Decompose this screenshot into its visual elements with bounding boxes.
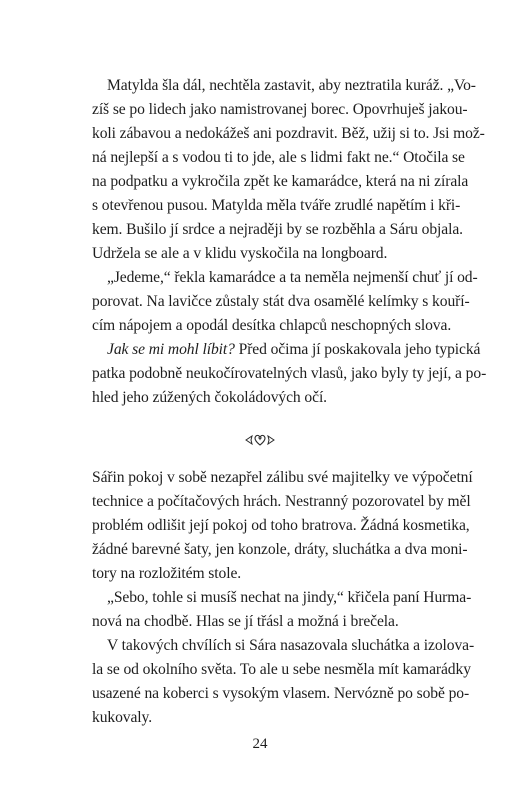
text-line: ná nejlepší a s vodou ti to jde, ale s lidmi fakt ne.“ Otočila se — [92, 149, 465, 166]
text-line: usazené na koberci s vysokým vlasem. Nervózně po sobě po- — [92, 685, 470, 702]
text-line: cím nápojem a opodál desítka chlapců neschopných slova. — [92, 317, 452, 334]
text-line — [107, 338, 481, 362]
text-line: Matylda šla dál, nechtěla zastavit, aby neztratila kuráž. „Vo- — [107, 77, 476, 94]
text-line: „Jedeme,“ řekla kamarádce a ta neměla nejmenší chuť jí od- — [107, 269, 478, 286]
text-line: kem. Bušilo jí srdce a nejraději by se rozběhla a Sáru objala. — [92, 221, 463, 238]
text-line: na podpatku a vykročila zpět ke kamarádce, která na ni zírala — [92, 173, 469, 190]
text-line: kukovaly. — [92, 709, 153, 726]
italic-thought: Jak se mi mohl líbit? — [107, 341, 235, 358]
page-number: 24 — [252, 736, 268, 752]
section-ornament — [0, 432, 520, 452]
text-line: tory na rozložitém stole. — [92, 565, 242, 582]
text-line: V takových chvílích si Sára nasazovala sluchátka a izolova- — [107, 637, 475, 654]
text-line: patka podobně neukočírovatelných vlasů, jako byly ty její, a po- — [92, 365, 487, 382]
text-line: technice a počítačových hrách. Nestranný pozorovatel by měl — [92, 493, 471, 510]
text-line: problém odlišit její pokoj od toho bratrova. Žádná kosmetika, — [92, 517, 470, 534]
text-line: „Sebo, tohle si musíš nechat na jindy,“ křičela paní Hurma- — [107, 589, 472, 606]
text-line: žádné barevné šaty, jen konzole, dráty, sluchátka a dva moni- — [92, 541, 468, 558]
text-line: Sářin pokoj v sobě nezapřel zálibu své majitelky ve výpočetní — [92, 469, 473, 486]
text-line: porovat. Na lavičce zůstaly stát dva osamělé kelímky s kouří- — [92, 293, 470, 310]
text-line: nová na chodbě. Hlas se jí třásl a možná i brečela. — [92, 613, 399, 630]
text-line: la se od okolního světa. To ale u sebe nesměla mít kamarádky — [92, 661, 471, 678]
text-line: Udržela se ale a v klidu vyskočila na longboard. — [92, 245, 388, 262]
text-line-rest: Před očima jí poskakovala jeho typická — [234, 341, 481, 358]
text-line: s otevřenou pusou. Matylda měla tváře zrudlé napětím i kři- — [92, 197, 461, 214]
text-line: hled jeho zúžených čokoládových očí. — [92, 389, 327, 406]
heart-flourish-icon — [243, 432, 277, 448]
text-line: koli zábavou a nedokážeš ani pozdravit. Běž, užij si to. Jsi mož- — [92, 125, 485, 142]
text-line: zíš se po lidech jako namistrovanej borec. Opovrhuješ jakou- — [92, 101, 468, 118]
